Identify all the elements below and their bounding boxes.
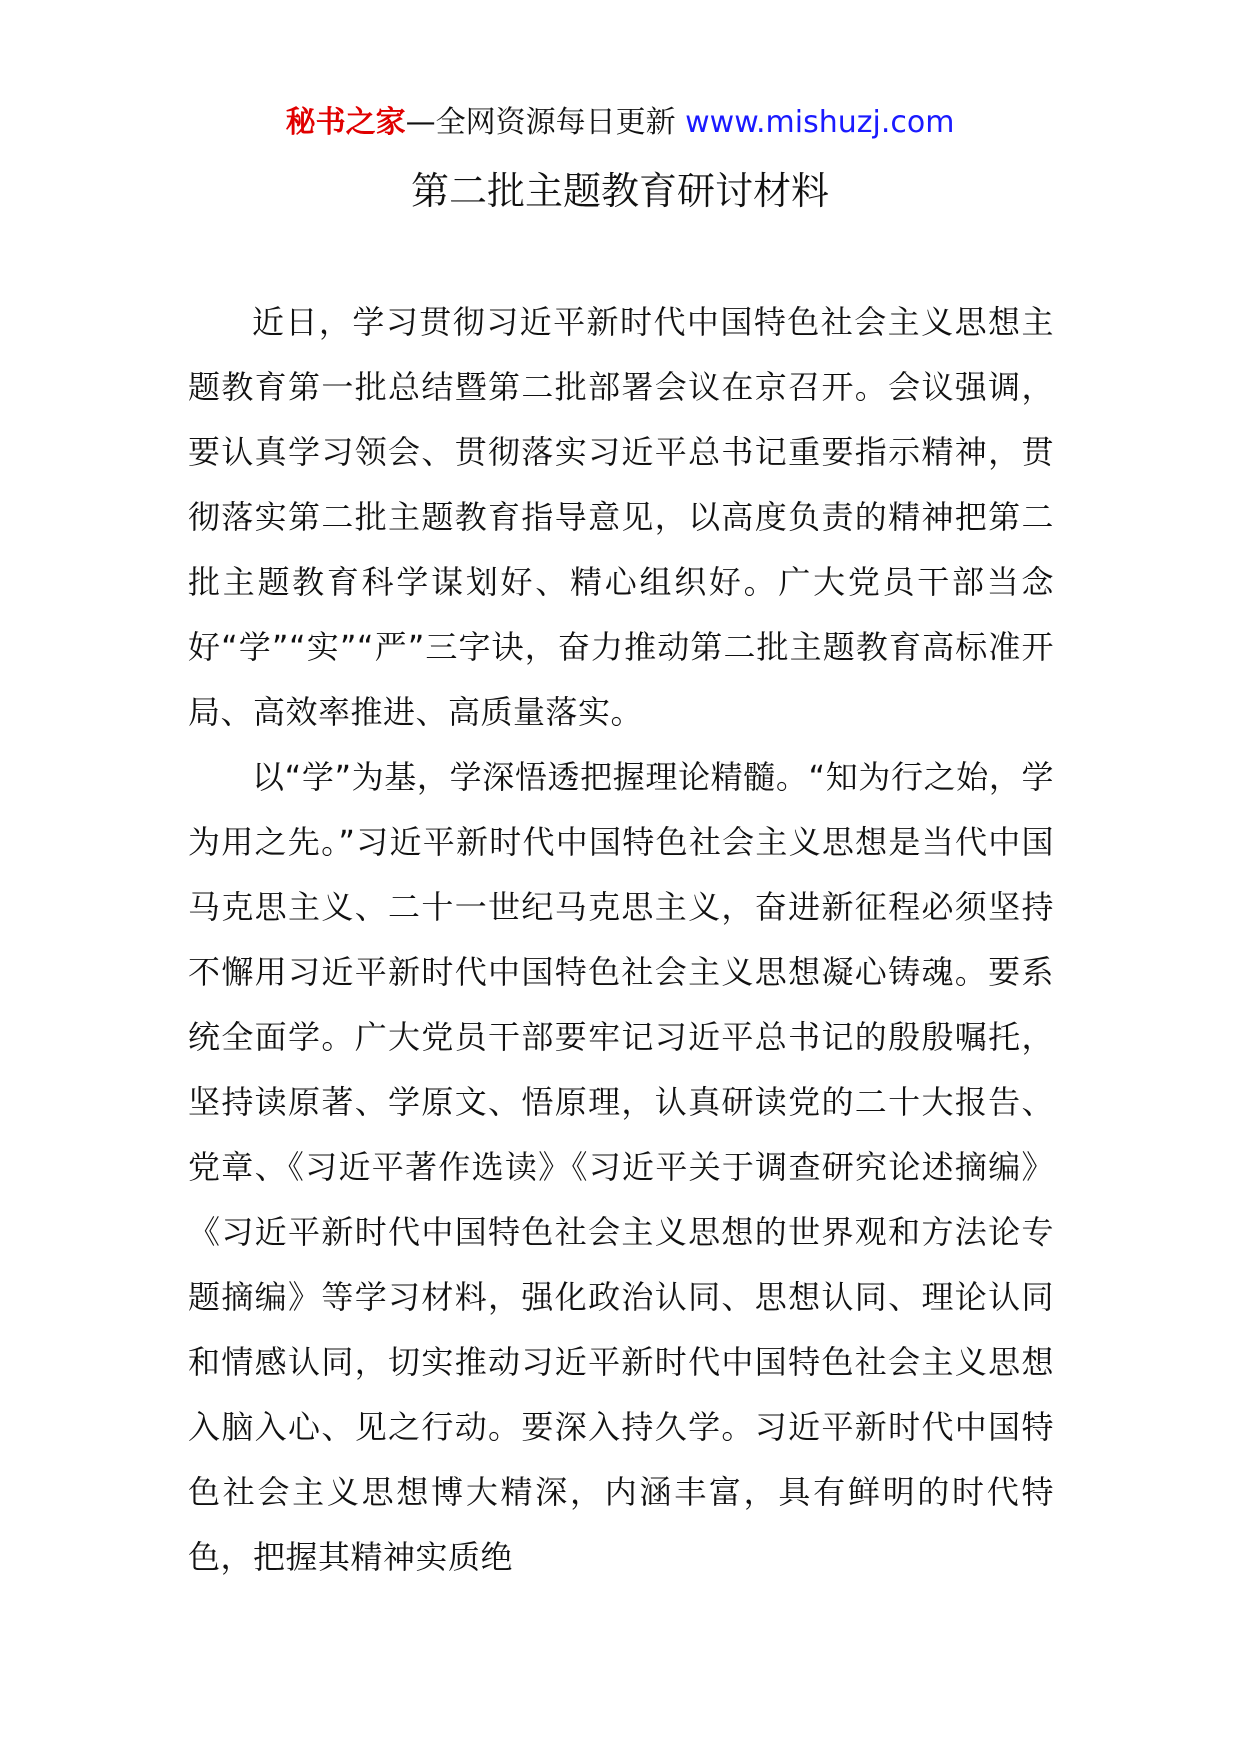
paragraph-1: 近日，学习贯彻习近平新时代中国特色社会主义思想主题教育第一批总结暨第二批部署会议在京召开。会议强调，要认真学习领会、贯彻落实习近平总书记重要指示精神，贯彻落实第二批主题教育指导意见，以高度负责的精神把第二批主题教育科学谋划好、精心组织好。广大党员干部当念好“学”“实”“严”三字诀，奋力推动第二批主题教育高标准开局、高效率推进、高质量落实。 [188, 303, 1054, 731]
paragraph-2: 以“学”为基，学深悟透把握理论精髓。“知为行之始，学为用之先。”习近平新时代中国特色社会主义思想是当代中国马克思主义、二十一世纪马克思主义，奋进新征程必须坚持不懈用习近平新时代中国特色社会主义思想凝心铸魂。要系统全面学。广大党员干部要牢记习近平总书记的殷殷嘱托，坚持读原著、学原文、悟原理，认真研读党的二十大报告、党章、《习近平著作选读》《习近平关于调查研究论述摘编》《习近平新时代中国特色社会主义思想的世界观和方法论专题摘编》等学习材料，强化政治认同、思想认同、理论认同和情感认同，切实推动习近平新时代中国特色社会主义思想入脑入心、见之行动。要深入持久学。习近平新时代中国特色社会主义思想博大精深，内涵丰富，具有鲜明的时代特色，把握其精神实质绝 [188, 758, 1054, 1576]
header-tagline: —全网资源每日更新 [405, 105, 676, 140]
brand-name: 秘书之家 [285, 105, 406, 140]
document-body [188, 290, 1054, 1590]
site-url-link[interactable]: www.mishuzj.com [685, 105, 955, 140]
site-header [0, 100, 1240, 146]
document-title: 第二批主题教育研讨材料 [410, 169, 829, 213]
